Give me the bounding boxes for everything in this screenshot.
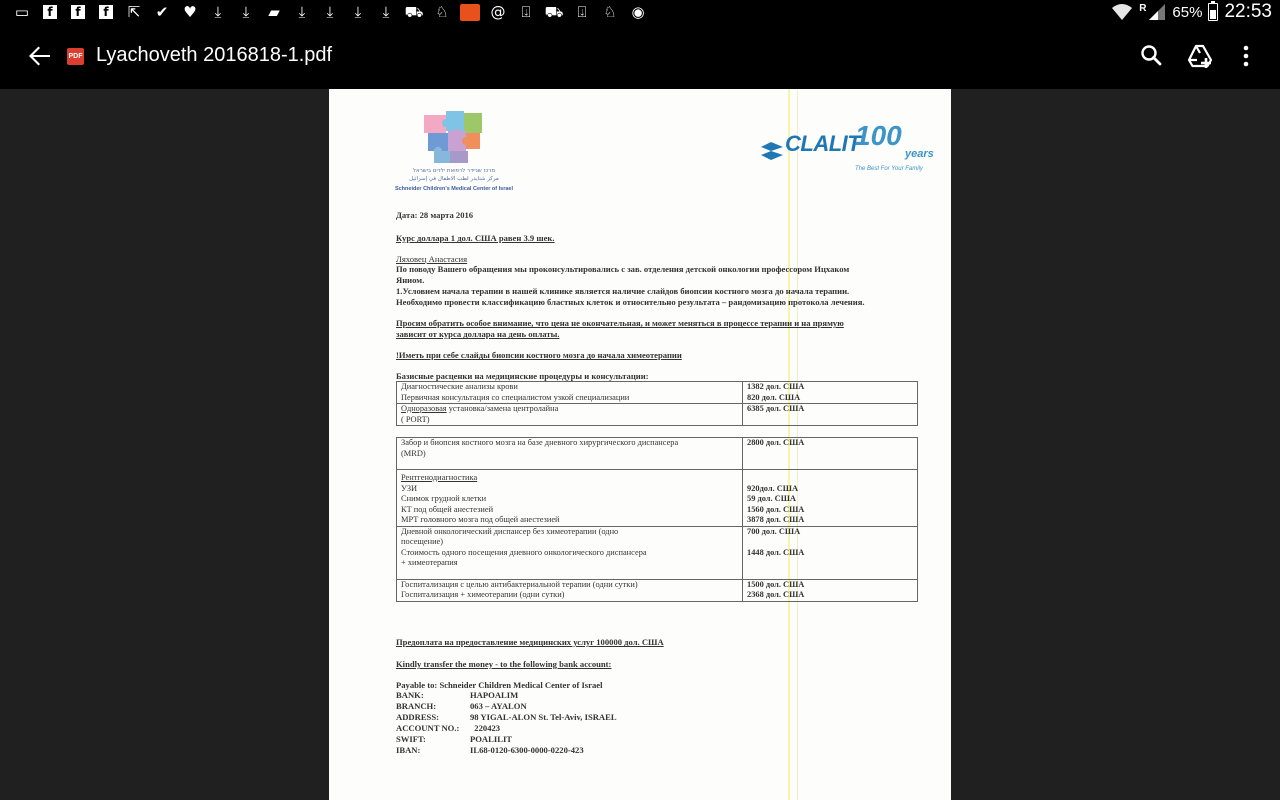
at-icon: @ xyxy=(490,3,506,21)
bank-detail-key: ADDRESS: xyxy=(396,712,439,722)
add-to-drive-icon[interactable] xyxy=(1186,42,1214,70)
bank-detail-row xyxy=(396,745,584,756)
download-box-icon: ⍗ xyxy=(521,3,531,21)
table-row xyxy=(397,526,918,579)
share-icon: ⇱ xyxy=(127,3,141,21)
signal-roaming-label: R xyxy=(1139,2,1147,14)
service-label: Дневной онкологический диспансер без химеотерапии (одно xyxy=(401,526,619,536)
clock: 22:53 xyxy=(1224,1,1272,22)
clalit-logo xyxy=(759,120,939,181)
download-icon: ⤓ xyxy=(298,3,306,21)
intro-line: 1.Условием начала терапии в нашей клинике является наличие слайдов биопсии костного мозга до начала терапии. xyxy=(396,286,850,296)
slides-note: !Иметь при себе слайды биопсии костного мозга до начала химеотерапии xyxy=(396,350,682,360)
service-label: Снимок грудной клетки xyxy=(401,494,487,503)
service-price: 700 дол. США xyxy=(747,526,801,536)
clalit-100: 100 xyxy=(855,120,902,151)
clalit-mark-icon xyxy=(759,141,785,161)
bank-detail-key: BANK: xyxy=(396,690,424,700)
service-label: Одноразовая xyxy=(401,404,447,413)
patient-name: Ляховец Анастасия xyxy=(396,254,468,264)
bank-detail-key: SWIFT: xyxy=(396,734,426,744)
service-label: Стоимость одного посещения дневного онкологического диспансера xyxy=(401,547,647,557)
service-label: Госпитализация + химеотерапии (одни сутки) xyxy=(401,590,565,599)
bank-detail-value: 98 YIGAL-ALON St. Tel-Aviv, ISRAEL xyxy=(470,712,617,722)
pdf-page xyxy=(329,89,951,800)
bank-detail-row xyxy=(396,690,518,701)
download-icon: ⤓ xyxy=(214,3,222,21)
service-label: Забор и биопсия костного мозга на базе дневного хирургического диспансера xyxy=(401,438,679,447)
service-price: 920дол. США xyxy=(747,483,799,493)
app-bar xyxy=(0,24,1280,89)
table-row xyxy=(397,470,918,527)
service-price: 820 дол. США xyxy=(747,392,801,402)
logo-hebrew-text: מרכז שניידר לרפואת ילדים בישראל xyxy=(412,168,496,174)
bank-detail-row xyxy=(396,712,617,723)
bank-detail-value: 220423 xyxy=(470,723,501,733)
payable-to: Payable to: Schneider Children Medical Center of Israel xyxy=(396,680,603,690)
owl-icon: ♘ xyxy=(603,3,617,21)
service-label: + химеотерапия xyxy=(401,558,458,567)
price-notice: Просим обратить особое внимание, что цена не окончательная, и может меняться в процессе терапии и на прямую xyxy=(396,318,844,328)
service-price: 1500 дол. США xyxy=(747,579,805,589)
service-label: установка/замена центролайна xyxy=(446,404,559,413)
signal-icon xyxy=(1148,3,1166,21)
puzzle-logo-icon xyxy=(424,111,482,163)
more-options-icon[interactable] xyxy=(1232,42,1260,70)
intro-line: Необходимо провести классификацию бластных клеток и относительно результата – рандомизацию протокола лечения. xyxy=(396,297,865,307)
owl-icon: ♘ xyxy=(435,3,449,21)
price-table-procedures xyxy=(396,437,918,602)
schneider-logo xyxy=(389,111,519,197)
intro-line: По поводу Вашего обращения мы проконсультировались с зав. отделения детской онкологии профессором Ицхаком xyxy=(396,264,850,274)
search-icon[interactable] xyxy=(1138,42,1166,70)
facebook-icon: f xyxy=(36,3,64,21)
table-row xyxy=(397,404,918,426)
exchange-rate: Курс доллара 1 дол. США равен 3.9 шек. xyxy=(396,233,555,243)
service-price: 3878 дол. США xyxy=(747,515,805,524)
camera-icon: ◉ xyxy=(631,3,645,21)
bank-detail-value: POALILIT xyxy=(470,734,513,744)
download-icon: ⤓ xyxy=(354,3,362,21)
service-label: УЗИ xyxy=(401,483,418,493)
price-table-basic xyxy=(396,381,918,426)
download-icon: ⤓ xyxy=(326,3,334,21)
service-price: 59 дол. США xyxy=(747,494,796,503)
prepayment-text: Предоплата на предоставление медицинских услуг 100000 дол. США xyxy=(396,637,664,647)
service-price: 1560 дол. США xyxy=(747,504,805,514)
prices-heading: Базисные расценки на медицинские процедуры и консультации: xyxy=(396,371,649,381)
service-label: Диагностические анализы крови xyxy=(401,382,518,391)
bank-detail-value: IL68-0120-6300-0000-0220-423 xyxy=(470,745,584,755)
wifi-icon xyxy=(1111,3,1133,21)
pdf-viewer[interactable] xyxy=(0,89,1280,800)
message-icon: ▰ xyxy=(268,3,280,21)
service-label: МРТ головного мозга под общей анестезией xyxy=(401,515,560,524)
aliexpress-icon xyxy=(456,3,484,21)
service-price: 1448 дол. США xyxy=(747,547,805,557)
check-icon: ✔ xyxy=(155,3,169,21)
bank-detail-value: 063 – AYALON xyxy=(470,701,527,711)
heart-icon: ♥ xyxy=(183,3,197,21)
pdf-file-icon: PDF xyxy=(67,48,84,65)
table-row xyxy=(397,382,918,404)
service-label: (MRD) xyxy=(401,448,426,458)
service-label: Первичная консультация со специалистом узкой специализации xyxy=(401,392,630,402)
bank-detail-key: ACCOUNT NO.: xyxy=(396,723,460,733)
service-price: 1382 дол. США xyxy=(747,382,805,391)
service-price: 2800 дол. США xyxy=(747,438,805,447)
table-row xyxy=(397,438,918,470)
logo-arabic-text: مركز شنايدر لطب الاطفال في إسرائيل xyxy=(409,176,499,182)
section-heading: Рентгенодиагностика xyxy=(401,473,478,482)
clalit-years: years xyxy=(905,148,934,160)
service-price: 2368 дол. США xyxy=(747,590,805,599)
download-icon: ⤓ xyxy=(382,3,390,21)
download-box-icon: ⍗ xyxy=(577,3,587,21)
bank-detail-key: IBAN: xyxy=(396,745,421,755)
bank-detail-row xyxy=(396,734,512,745)
tablet-icon: ▭ xyxy=(14,3,30,21)
intro-line: Яниом. xyxy=(396,275,425,285)
bank-detail-row xyxy=(396,723,500,734)
back-arrow-icon[interactable] xyxy=(24,40,56,72)
bus-icon: ⛟ xyxy=(404,3,424,21)
service-label: Госпитализация с целью антибактериальной терапии (одни сутки) xyxy=(401,579,638,589)
bank-detail-key: BRANCH: xyxy=(396,701,437,711)
logo-english-text: Schneider Children's Medical Center of Israel xyxy=(394,186,514,192)
bank-detail-value: HAPOALIM xyxy=(470,690,519,700)
clalit-brand: CLALIT xyxy=(785,131,861,156)
status-bar xyxy=(0,0,1280,24)
bus-icon: ⛟ xyxy=(544,3,564,21)
service-label: ( PORT) xyxy=(401,414,430,424)
transfer-instruction: Kindly transfer the money - to the following bank account: xyxy=(396,659,612,669)
download-icon: ⤓ xyxy=(242,3,250,21)
document-date: Дата: 28 марта 2016 xyxy=(396,210,474,220)
table-row xyxy=(397,579,918,601)
battery-icon xyxy=(1208,3,1218,21)
bank-detail-row xyxy=(396,701,527,712)
facebook-icon: f xyxy=(64,3,92,21)
clalit-tagline: The Best For Your Family xyxy=(855,166,923,172)
notification-icons xyxy=(8,3,652,21)
service-label: посещение) xyxy=(401,537,444,546)
service-price: 6385 дол. США xyxy=(747,404,805,413)
service-label: КТ под общей анестезией xyxy=(401,504,494,514)
facebook-icon: f xyxy=(92,3,120,21)
document-title: Lyachoveth 2016818-1.pdf xyxy=(96,44,333,66)
price-notice: зависит от курса доллара на день оплаты. xyxy=(396,329,560,339)
battery-percent: 65% xyxy=(1172,3,1203,21)
